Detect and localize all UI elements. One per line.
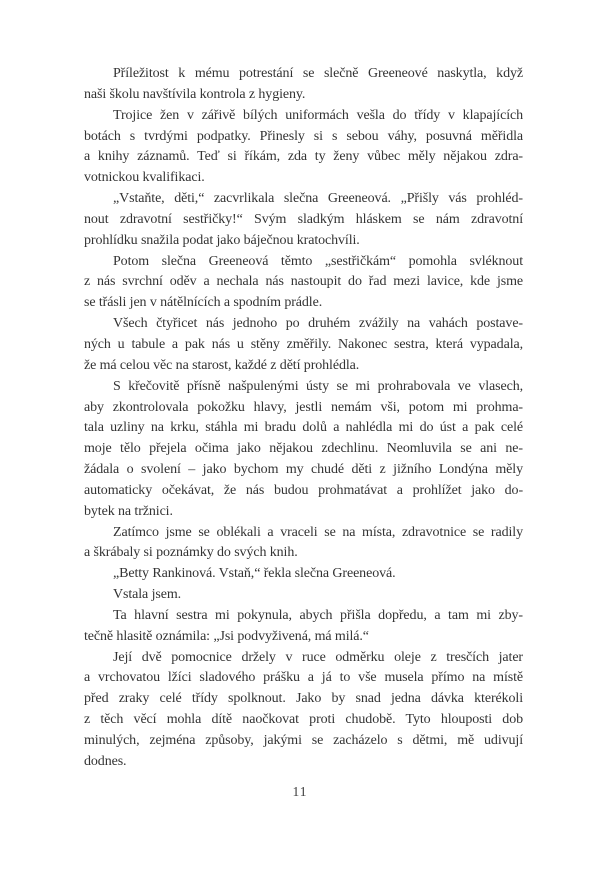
text-line: minulých, zejména způsoby, jakými se zacházelo s dětmi, mě udivují <box>84 733 523 748</box>
paragraph <box>84 564 523 585</box>
text-line: „Vstaňte, děti,“ zacvrlikala slečna Greeneová. „Přišly vás prohléd- <box>113 191 523 207</box>
paragraph <box>84 314 523 377</box>
page-number: 11 <box>292 784 308 799</box>
paragraph <box>84 523 523 565</box>
text-line: Potom slečna Greeneová těmto „sestřičkám“ pomohla svléknout <box>113 253 523 269</box>
paragraph <box>84 648 523 773</box>
paragraph <box>84 252 523 315</box>
text-line: tečně hlasitě oznámila: „Jsi podvyživená, má milá.“ <box>84 628 369 644</box>
text-line: žádala o svolení – jako bychom my chudé děti z jižního Londýna měly <box>84 462 523 478</box>
text-line: tala uzliny na krku, stáhla mi bradu dolů a nahlédla mi do úst a pak celé <box>84 420 523 436</box>
text-block <box>84 64 523 773</box>
text-line: Všech čtyřicet nás jednoho po druhém zvážily na vahách postave- <box>113 316 523 332</box>
text-line: a vrchovatou lžíci sladového prášku a já to vše musela přímo na místě <box>84 670 523 686</box>
text-line: Ta hlavní sestra mi pokynula, abych přišla dopředu, a tam mi zby- <box>113 607 523 623</box>
text-line: dodnes. <box>84 753 127 769</box>
text-line: S křečovitě přísně našpulenými ústy se mi prohrabovala ve vlasech, <box>113 378 523 394</box>
text-line: před zraky celé třídy spolknout. Jako by snad jedna dávka kterékoli <box>84 691 523 707</box>
text-line: Její dvě pomocnice držely v ruce odměrku oleje z tresčích jater <box>113 649 523 665</box>
text-line: a škrábaly si poznámky do svých knih. <box>84 545 298 561</box>
paragraph <box>84 64 523 106</box>
text-line: nout zdravotní sestřičky!“ Svým sladkým hláskem se nám zdravotní <box>84 211 523 227</box>
paragraph <box>84 189 523 252</box>
text-line: naši školu navštívila kontrola z hygieny. <box>84 86 306 102</box>
paragraph <box>84 606 523 648</box>
text-line: Trojice žen v zářivě bílých uniformách vešla do třídy v klapajících <box>113 107 523 123</box>
paragraph <box>84 377 523 523</box>
text-line: „Betty Rankinová. Vstaň,“ řekla slečna Greeneová. <box>113 566 396 582</box>
paragraph <box>84 106 523 189</box>
text-line: botách s tvrdými podpatky. Přinesly si s sebou váhy, posuvná měřidla <box>84 128 523 144</box>
paragraph <box>84 585 523 606</box>
text-line: Příležitost k mému potrestání se slečně Greeneové naskytla, když <box>113 66 523 81</box>
text-line: aby zkontrolovala pokožku hlavy, jestli nemám vši, potom mi prohma- <box>84 399 523 415</box>
text-line: Zatímco jsme se oblékali a vraceli se na místa, zdravotnice se radily <box>113 524 523 540</box>
text-line: a knihy záznamů. Teď si říkám, zda ty ženy vůbec měly nějakou zdra- <box>84 149 523 165</box>
text-line: z těch věcí mohla dítě naočkovat proti chudobě. Tyto hlouposti dob <box>84 712 523 728</box>
text-line: ných u tabule a pak nás u stěny změřily. Nakonec sestra, která vypadala, <box>84 336 523 352</box>
text-line: Vstala jsem. <box>113 587 182 603</box>
text-line: automaticky očekávat, že nás budou prohmatávat a prohlížet jako do- <box>84 482 523 498</box>
text-line: se třásli jen v nátělnících a spodním prádle. <box>84 295 323 311</box>
text-line: prohlídku snažila podat jako báječnou kratochvíli. <box>84 232 360 248</box>
text-line: bytek na tržnici. <box>84 503 173 519</box>
text-line: votnickou kvalifikaci. <box>84 170 205 186</box>
text-line: moje tělo přejela očima jako nějakou zdechlinu. Neomluvila se ani ne- <box>84 441 523 457</box>
text-line: že má celou věc na starost, každé z dětí prohlédla. <box>84 357 360 373</box>
text-line: z nás svrchní oděv a nechala nás nastoupit do řad mezi lavice, kde jsme <box>84 274 523 290</box>
